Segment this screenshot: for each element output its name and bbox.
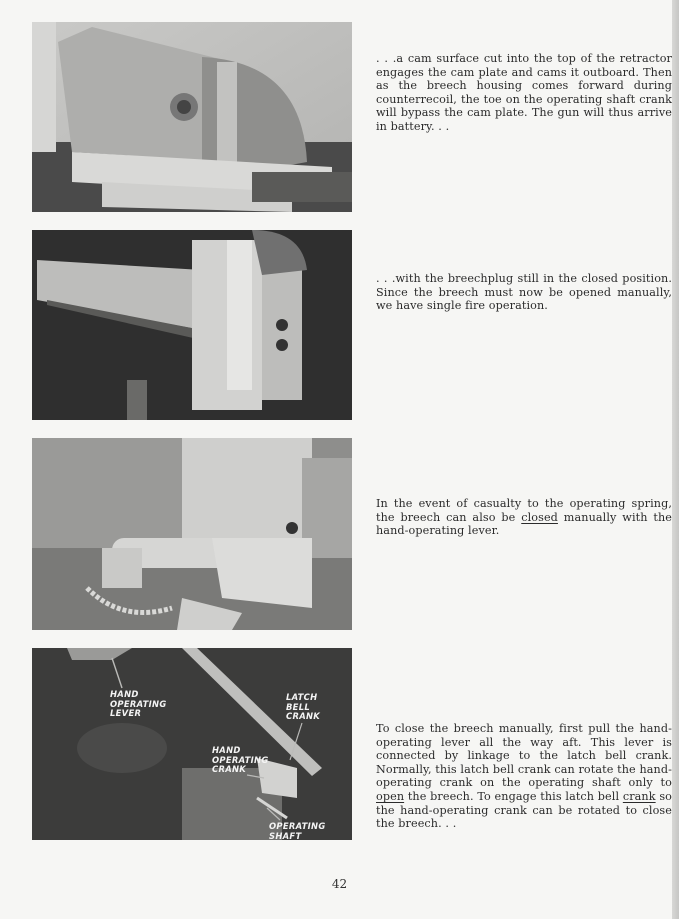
caption-text: the breech. To engage this latch bell: [404, 789, 623, 803]
caption-text: To close the breech manually, first pull the hand-operating lever all the way aft. This lever is connected by linkage to the latch bell crank. Normally, this latch bell crank can rotate the hand-operating crank on the operating shaft only to: [376, 722, 672, 790]
label-latch-bell-crank: LATCH BELL CRANK: [286, 692, 321, 722]
caption-text: . . .a cam surface cut into the top of the retractor engages the cam plate and cams it outboard. Then as the breech housing comes forward during counterrecoil, the toe on the operating shaft crank will bypass the cam plate. The gun will thus arrive in battery. . .: [376, 52, 672, 133]
photo-image: [32, 648, 352, 840]
page-gutter-shadow: [672, 0, 679, 919]
caption-breechplug-closed: [376, 272, 672, 313]
photo-image: [32, 438, 352, 630]
photo-image: [32, 230, 352, 420]
caption-text: so the hand-operating crank can be rotated to close the breech. . .: [376, 789, 672, 831]
photo-retractor-cam-plate: [32, 22, 352, 212]
caption-close-breech-manually: [376, 722, 672, 831]
page-number: 42: [331, 877, 348, 891]
label-hand-operating-crank: HAND OPERATING CRANK: [212, 745, 269, 775]
caption-cam-surface: [376, 52, 672, 134]
underlined-emphasis: open: [376, 789, 405, 803]
caption-text: manually with the hand-operating lever.: [376, 510, 672, 538]
caption-text: In the event of casualty to the operating spring, the breech can also be: [376, 497, 672, 524]
caption-text: . . .with the breechplug still in the closed position. Since the breech must now be opened manually, we have single fire operation.: [376, 272, 672, 313]
label-operating-shaft: OPERATING SHAFT: [269, 821, 326, 840]
photo-image: [32, 22, 352, 212]
photo-hand-operating-linkage: [32, 648, 352, 840]
photo-breechplug-closed-position: [32, 230, 352, 420]
caption-operating-spring-casualty: [376, 497, 672, 538]
underlined-emphasis: closed: [521, 510, 558, 524]
label-hand-operating-lever: HAND OPERATING LEVER: [110, 689, 167, 719]
underlined-emphasis: crank: [622, 789, 656, 803]
photo-operating-spring-assembly: [32, 438, 352, 630]
